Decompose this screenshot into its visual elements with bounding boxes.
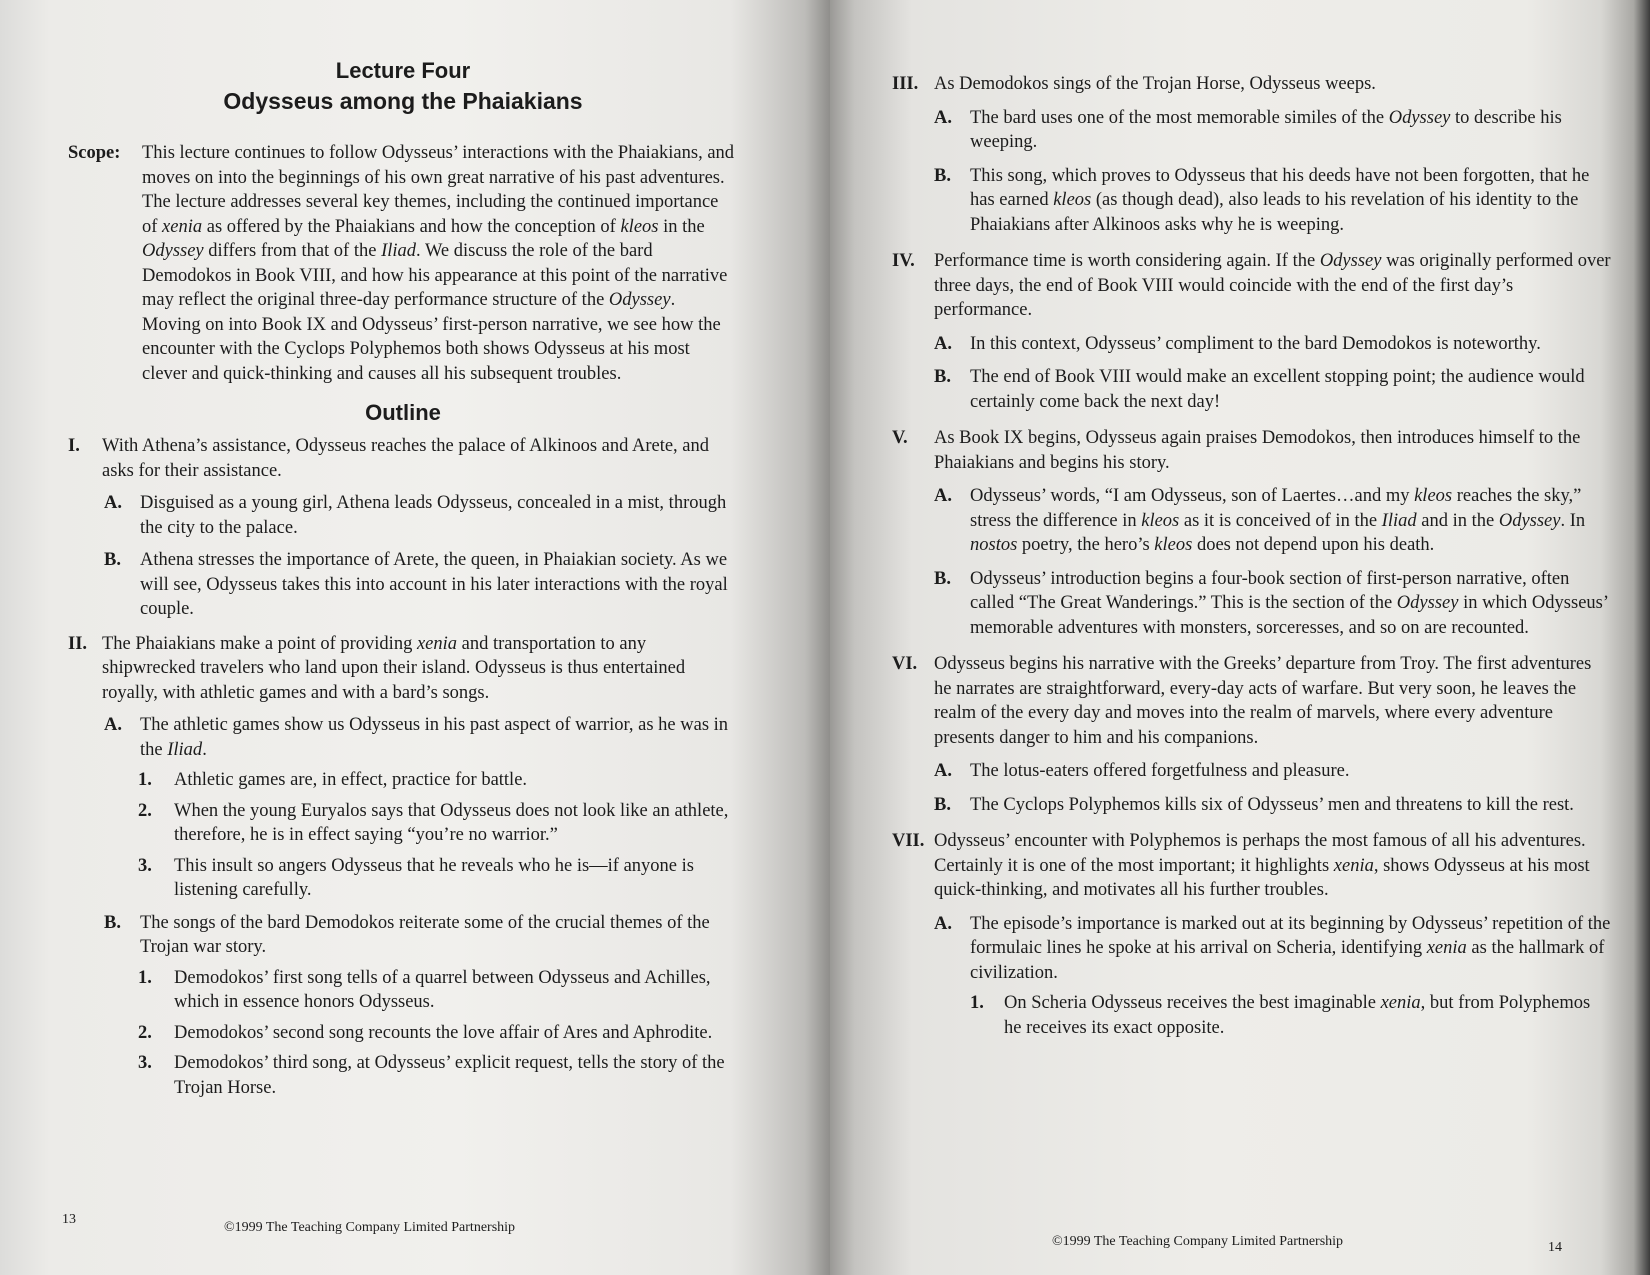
outline-item-text: Athena stresses the importance of Arete, the queen, in Phaiakian society. As we will see, Odysseus takes this into account in his later interactions with the royal couple.	[140, 550, 728, 619]
copyright-footer: ©1999 The Teaching Company Limited Partnership	[224, 1220, 516, 1235]
outline-item	[892, 912, 1612, 986]
outline-item-text: Demodokos’ third song, at Odysseus’ explicit request, tells the story of the Trojan Horse.	[174, 1053, 725, 1098]
outline-item-label: B.	[104, 912, 121, 933]
outline-item-label: 2.	[138, 1022, 152, 1043]
outline-item-label: 2.	[138, 800, 152, 821]
outline-item-text: Demodokos’ first song tells of a quarrel between Odysseus and Achilles, which in essence honors Odysseus.	[174, 967, 711, 1012]
outline-item	[892, 484, 1612, 558]
outline-item	[892, 72, 1612, 97]
outline-item-label: 1.	[138, 967, 152, 988]
outline-item	[68, 1051, 738, 1100]
outline-item-text: The Phaiakians make a point of providing xenia and transportation to any shipwrecked travelers who land upon their island. Odysseus is thus entertained royally, with athletic games and with a bard’s songs.	[102, 633, 686, 703]
lecture-title: Odysseus among the Phaiakians	[223, 88, 583, 114]
outline-item-label: VI.	[892, 654, 918, 674]
outline-item	[892, 567, 1612, 641]
outline-item	[892, 426, 1612, 475]
outline-item-label: B.	[934, 794, 951, 815]
outline-item-text: Disguised as a young girl, Athena leads Odysseus, concealed in a mist, through the city to the palace.	[140, 493, 727, 538]
outline-item-label: A.	[934, 913, 952, 934]
outline-item-label: B.	[934, 568, 951, 589]
outline-item-text: This song, which proves to Odysseus that his deeds have not been forgotten, that he has earned kleos (as though dead), also leads to his revelation of his identity to the Phaiakians after Alkinoos asks why he is weeping.	[970, 165, 1590, 235]
outline-item-text: As Book IX begins, Odysseus again praises Demodokos, then introduces himself to the Phaiakians and begins his story.	[934, 428, 1581, 473]
outline-item-text: On Scheria Odysseus receives the best imaginable xenia, but from Polyphemos he receives its exact opposite.	[1004, 993, 1591, 1038]
outline-item-label: B.	[934, 165, 951, 186]
outline-item-text: The Cyclops Polyphemos kills six of Odysseus’ men and threatens to kill the rest.	[970, 794, 1574, 815]
outline-item-label: IV.	[892, 251, 915, 271]
outline-item	[68, 491, 738, 540]
outline-item	[68, 966, 738, 1015]
outline-item	[892, 759, 1612, 784]
page-number: 14	[1548, 1240, 1562, 1255]
outline-item-text: With Athena’s assistance, Odysseus reaches the palace of Alkinoos and Arete, and asks for their assistance.	[102, 436, 710, 481]
outline-item-text: Athletic games are, in effect, practice for battle.	[174, 770, 528, 790]
right-page	[830, 0, 1650, 1275]
outline-item-text: The episode’s importance is marked out at its beginning by Odysseus’ repetition of the formulaic lines he spoke at his arrival on Scheria, identifying xenia as the hallmark of civilization.	[970, 913, 1611, 983]
outline-item-label: B.	[104, 550, 121, 570]
outline-item-text: When the young Euryalos says that Odysseus does not look like an athlete, therefore, he is in effect saying “you’re no warrior.”	[174, 800, 729, 845]
outline-item-text: The songs of the bard Demodokos reiterate some of the crucial themes of the Trojan war story.	[140, 912, 710, 957]
outline-item-label: A.	[934, 333, 952, 354]
outline-item-text: This insult so angers Odysseus that he reveals who he is—if anyone is listening carefully.	[174, 855, 694, 900]
outline-item	[892, 829, 1612, 903]
outline-item-label: B.	[934, 367, 951, 387]
outline-item-text: The athletic games show us Odysseus in his past aspect of warrior, as he was in the Iliad.	[140, 715, 729, 760]
outline-item	[68, 548, 738, 622]
scope-label: Scope:	[68, 143, 121, 163]
outline-item	[892, 365, 1612, 414]
outline-item	[68, 911, 738, 960]
outline-item-label: I.	[68, 436, 80, 456]
outline-item-text: Odysseus’ words, “I am Odysseus, son of Laertes…and my kleos reaches the sky,” stress the difference in kleos as it is conceived of in the Iliad and in the Odyssey. In nostos poetry, the hero’s kleos does not depend upon his death.	[970, 486, 1586, 555]
outline-item	[892, 991, 1612, 1040]
page-number: 13	[62, 1212, 76, 1227]
copyright-footer: ©1999 The Teaching Company Limited Partnership	[1052, 1234, 1344, 1249]
outline-item	[68, 1021, 738, 1046]
outline-item-text: As Demodokos sings of the Trojan Horse, Odysseus weeps.	[934, 74, 1376, 94]
outline-item-text: The end of Book VIII would make an excellent stopping point; the audience would certainly come back the next day!	[970, 367, 1585, 412]
outline-item-label: 1.	[970, 993, 984, 1013]
outline-item-label: A.	[934, 761, 952, 781]
outline-item	[68, 799, 738, 848]
outline-item-text: In this context, Odysseus’ compliment to the bard Demodokos is noteworthy.	[970, 333, 1541, 354]
outline-item-label: 3.	[138, 1053, 152, 1073]
outline-item	[892, 249, 1612, 323]
outline-item-text: Odysseus’ introduction begins a four-book section of first-person narrative, often called “The Great Wanderings.” This is the section of the Odyssey in which Odysseus’ memorable adventures with monsters, sorceresses, and so on are recounted.	[970, 568, 1608, 638]
scope-text: This lecture continues to follow Odysseus’ interactions with the Phaiakians, and moves on into the beginnings of his own great narrative of his past adventures. The lecture addresses several key themes, including the continued importance of xenia as offered by the Phaiakians and how the conception of kleos in the Odyssey differs from that of the Iliad. We discuss the role of the bard Demodokos in Book VIII, and how his appearance at this point of the narrative may reflect the original three-day performance structure of the Odyssey. Moving on into Book IX and Odysseus’ first-person narrative, we see how the encounter with the Cyclops Polyphemos both shows Odysseus at his most clever and quick-thinking and causes all his subsequent troubles.	[142, 143, 735, 384]
outline-item-label: III.	[892, 74, 919, 94]
outline-item-text: The bard uses one of the most memorable similes of the Odyssey to describe his weeping.	[970, 107, 1562, 152]
outline-item-label: A.	[104, 493, 122, 513]
outline-item-label: A.	[104, 715, 122, 735]
outline-item-text: The lotus-eaters offered forgetfulness and pleasure.	[970, 761, 1350, 781]
outline-item-text: Performance time is worth considering again. If the Odyssey was originally performed over three days, the end of Book VIII would coincide with the end of the first day’s performance.	[934, 251, 1611, 320]
outline-item	[892, 652, 1612, 750]
outline-item-text: Odysseus’ encounter with Polyphemos is perhaps the most famous of all his adventures. Certainly it is one of the most important; it highlights xenia, shows Odysseus at his most quick-thinking, and motivates all his further troubles.	[934, 831, 1590, 900]
outline-item	[68, 713, 738, 762]
outline-item-label: VII.	[892, 831, 925, 851]
outline-heading: Outline	[365, 400, 441, 425]
outline-item	[892, 793, 1612, 818]
outline-item	[892, 332, 1612, 357]
outline-item-text: Odysseus begins his narrative with the Greeks’ departure from Troy. The first adventures he narrates are straightforward, every-day acts of warfare. But very soon, he leaves the realm of the every day and moves into the realm of marvels, where every adventure presents danger to him and his companions.	[934, 654, 1592, 748]
outline-item-text: Demodokos’ second song recounts the love affair of Ares and Aphrodite.	[174, 1022, 713, 1043]
outline-item-label: 1.	[138, 770, 152, 790]
outline-item	[68, 434, 738, 483]
lecture-label: Lecture Four	[335, 58, 471, 83]
scope-section	[68, 141, 738, 386]
outline-item-label: V.	[892, 428, 908, 448]
outline-item	[68, 632, 738, 706]
outline-item	[68, 854, 738, 903]
outline-item-label: A.	[934, 107, 952, 128]
outline-item	[892, 106, 1612, 155]
outline-item-label: A.	[934, 486, 952, 506]
outline-item	[68, 768, 738, 793]
outline-item-label: 3.	[138, 855, 152, 876]
outline-item	[892, 164, 1612, 238]
outline-item-label: II.	[68, 633, 88, 654]
